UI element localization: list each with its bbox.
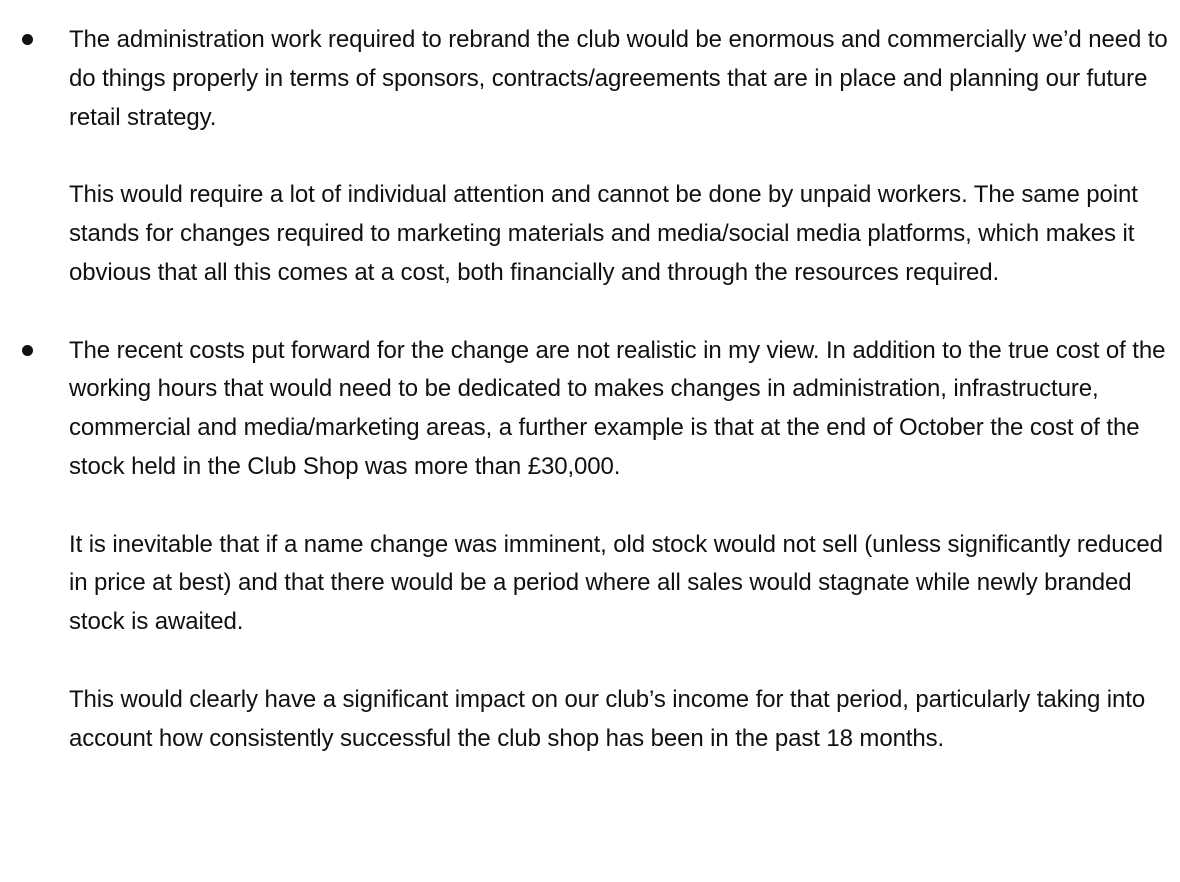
bullet-item-costs xyxy=(0,332,1174,759)
paragraph-individual-attention: This would require a lot of individual attention and cannot be done by unpaid workers. The same point stands for changes required to marketing materials and media/social media platforms, which makes it obvious that all this comes at a cost, both financially and through the resources required. xyxy=(69,181,1138,286)
paragraph-recent-costs: The recent costs put forward for the change are not realistic in my view. In addition to the true cost of the working hours that would need to be dedicated to makes changes in administration, infrastructure, commercial and media/marketing areas, a further example is that at the end of October the cost of the stock held in the Club Shop was more than £30,000. xyxy=(69,336,1166,480)
paragraph-admin-work: The administration work required to rebrand the club would be enormous and commercially we’d need to do things properly in terms of sponsors, contracts/agreements that are in place and planning our future retail strategy. xyxy=(69,26,1168,131)
paragraph-old-stock: It is inevitable that if a name change was imminent, old stock would not sell (unless significantly reduced in price at best) and that there would be a period where all sales would stagnate while newly branded stock is awaited. xyxy=(69,530,1163,636)
paragraph-income-impact: This would clearly have a significant impact on our club’s income for that period, particularly taking into account how consistently successful the club shop has been in the past 18 months. xyxy=(69,685,1146,752)
bullet-icon xyxy=(22,345,33,356)
bullet-item-rebrand-admin xyxy=(0,21,1174,293)
bullet-icon xyxy=(22,34,33,45)
